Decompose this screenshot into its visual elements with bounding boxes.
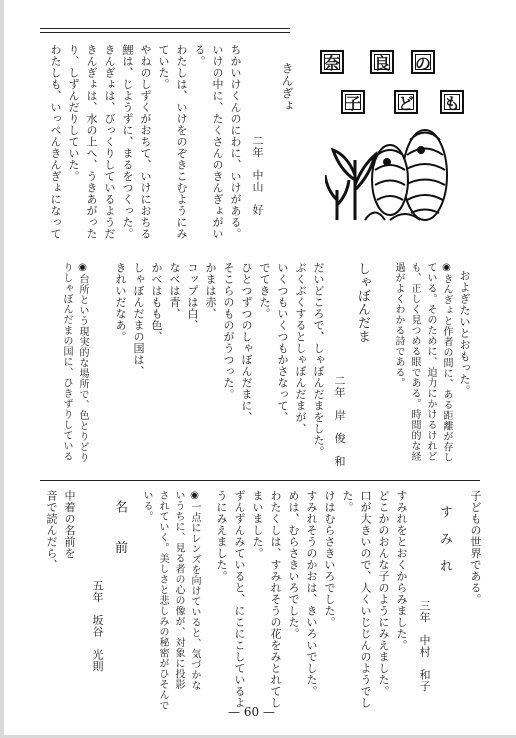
poem-line-9: まいました。 xyxy=(251,490,264,559)
poem-line-8: きんぎょは、びっくりしているようだ xyxy=(103,44,116,240)
poem-line-11: わたしも、いっぺんきんぎょになって xyxy=(49,44,62,240)
poem-author: 五年 坂谷 光則 xyxy=(91,580,104,672)
poem-line-7: めは、むらさきいろでした。 xyxy=(287,490,300,640)
poem-line-4: わたしは、いけをのぞきこむようにみ xyxy=(175,44,188,240)
comment-line-4: いる。 xyxy=(141,490,152,522)
comment-line-2: ている。そのために、迫力にかけるけれど xyxy=(425,262,436,462)
poem-line-5: ひとつずつのしゃぼんだまに、 xyxy=(240,262,253,423)
poem-line-10: かべはもも色、 xyxy=(150,262,163,343)
poem-line-5: ていた。 xyxy=(157,44,170,90)
comment-line-3: も、正しく見つめる眼である。時間的な経 xyxy=(409,262,420,462)
poem-line-5: けはむらさきいろでした。 xyxy=(323,490,336,628)
page-number: — 60 — xyxy=(228,705,275,719)
poem-title: す み れ xyxy=(437,505,452,573)
poem-author: 二年 岸 俊 和 xyxy=(333,375,346,467)
poem-author: 三年 中村 和子 xyxy=(418,600,431,692)
poem-line-1: すみれをとおくからみました。 xyxy=(395,490,408,651)
poem-line-2: 音で読んだら、 xyxy=(45,490,58,571)
poem-line-3: いくつもいくつもかさなって、 xyxy=(276,262,289,423)
column-title-char-6: も xyxy=(440,90,464,114)
poem-title: きんぎょ xyxy=(280,62,294,112)
header-rule-double xyxy=(40,32,290,33)
poem-title: しゃぼんだま xyxy=(355,262,370,343)
poem-line-2: いけの中に、たくさんのきんぎょがい xyxy=(211,44,224,240)
poem-line-3: る。 xyxy=(193,44,206,67)
column-title-char-1: 奈 xyxy=(320,50,344,74)
poem-line-8: コップは白、 xyxy=(186,262,199,331)
column-title-char-4: 子 xyxy=(341,90,365,114)
comment-line-1: ◉きんぎょと作者の間に、ある距離が存し xyxy=(441,262,452,463)
poem-line-9: きんぎょは、水の上へ、うきあがった xyxy=(85,44,98,240)
poem-line-6: そこらのものがうつった。 xyxy=(222,262,235,400)
poem-line-8: わたくしは、すみれそうの花をみとれてし xyxy=(269,490,282,709)
poem-line-9: なべは青、 xyxy=(168,262,181,320)
poem-line-1: だいどころで、しゃぼんだまをした。 xyxy=(312,262,325,458)
comment2-line-2: りしゃぼんだまの国に、ひきずりしている xyxy=(61,262,72,462)
comment-line-1: ◉一点にレンズを向けていると、気づかな xyxy=(189,490,200,691)
poem-line-4: でてきた。 xyxy=(258,262,271,320)
poem-line-6: すみれそうのかおは、きいろいでした。 xyxy=(305,490,318,697)
column-title-char-2: 良 xyxy=(370,50,394,74)
comment-line-3: されていく。美しさと悲しみの秘密がひそんで xyxy=(157,490,168,711)
poem-line-1: ちかいけくんのにわに、いけがある。 xyxy=(229,44,242,240)
poem-title: 名 前 xyxy=(112,500,127,554)
poem-line-7: 鯉は、じようずに、まるをつくった。 xyxy=(121,44,134,240)
poem-line-4: た。 xyxy=(341,490,354,513)
poem-line-12: きれいだなあ。 xyxy=(114,262,127,343)
section-divider xyxy=(40,480,480,481)
poem-line-1: 中着の名前を xyxy=(63,490,76,559)
comment-line-4: 過がよくわかる詩である。 xyxy=(393,262,404,388)
poem-line-10: ずんずんみていると、にこにこしているよ xyxy=(233,490,246,709)
header-rule xyxy=(40,28,290,29)
comment-line-2: いうちに、見る者の心の像が、対象に投影 xyxy=(173,490,184,690)
scan-edge-left xyxy=(0,0,4,738)
continued-line: 子どもの世界である。 xyxy=(469,490,482,605)
column-title-char-5: ど xyxy=(394,90,418,114)
poem-line-11: しゃぼんだまの国は、 xyxy=(132,262,145,377)
poem-author: 二年 中山 好 xyxy=(251,135,264,216)
poem-line-7: かまは赤、 xyxy=(204,262,217,320)
poem-line-2: ぶくぶくするとしゃぼんだまが、 xyxy=(294,262,307,435)
woodcut-illustration xyxy=(325,120,450,225)
poem-line-10: り、しずんだりしていた。 xyxy=(67,44,80,182)
continued-line: およぎたいとおもった。 xyxy=(458,270,471,397)
poem-line-6: やねのしずくがおちて、いけにおちる xyxy=(139,44,152,240)
comment2-line-1: ◉台所という現実的な場所で、色とりどり xyxy=(77,262,88,463)
poem-line-2: どこかのおんな子のようにみえました。 xyxy=(377,490,390,697)
poem-line-3: 口が大きいので、人くいじじんのようでし xyxy=(359,490,372,709)
column-title-char-3: の xyxy=(411,50,435,74)
poem-line-11: うにみえました。 xyxy=(215,490,228,582)
